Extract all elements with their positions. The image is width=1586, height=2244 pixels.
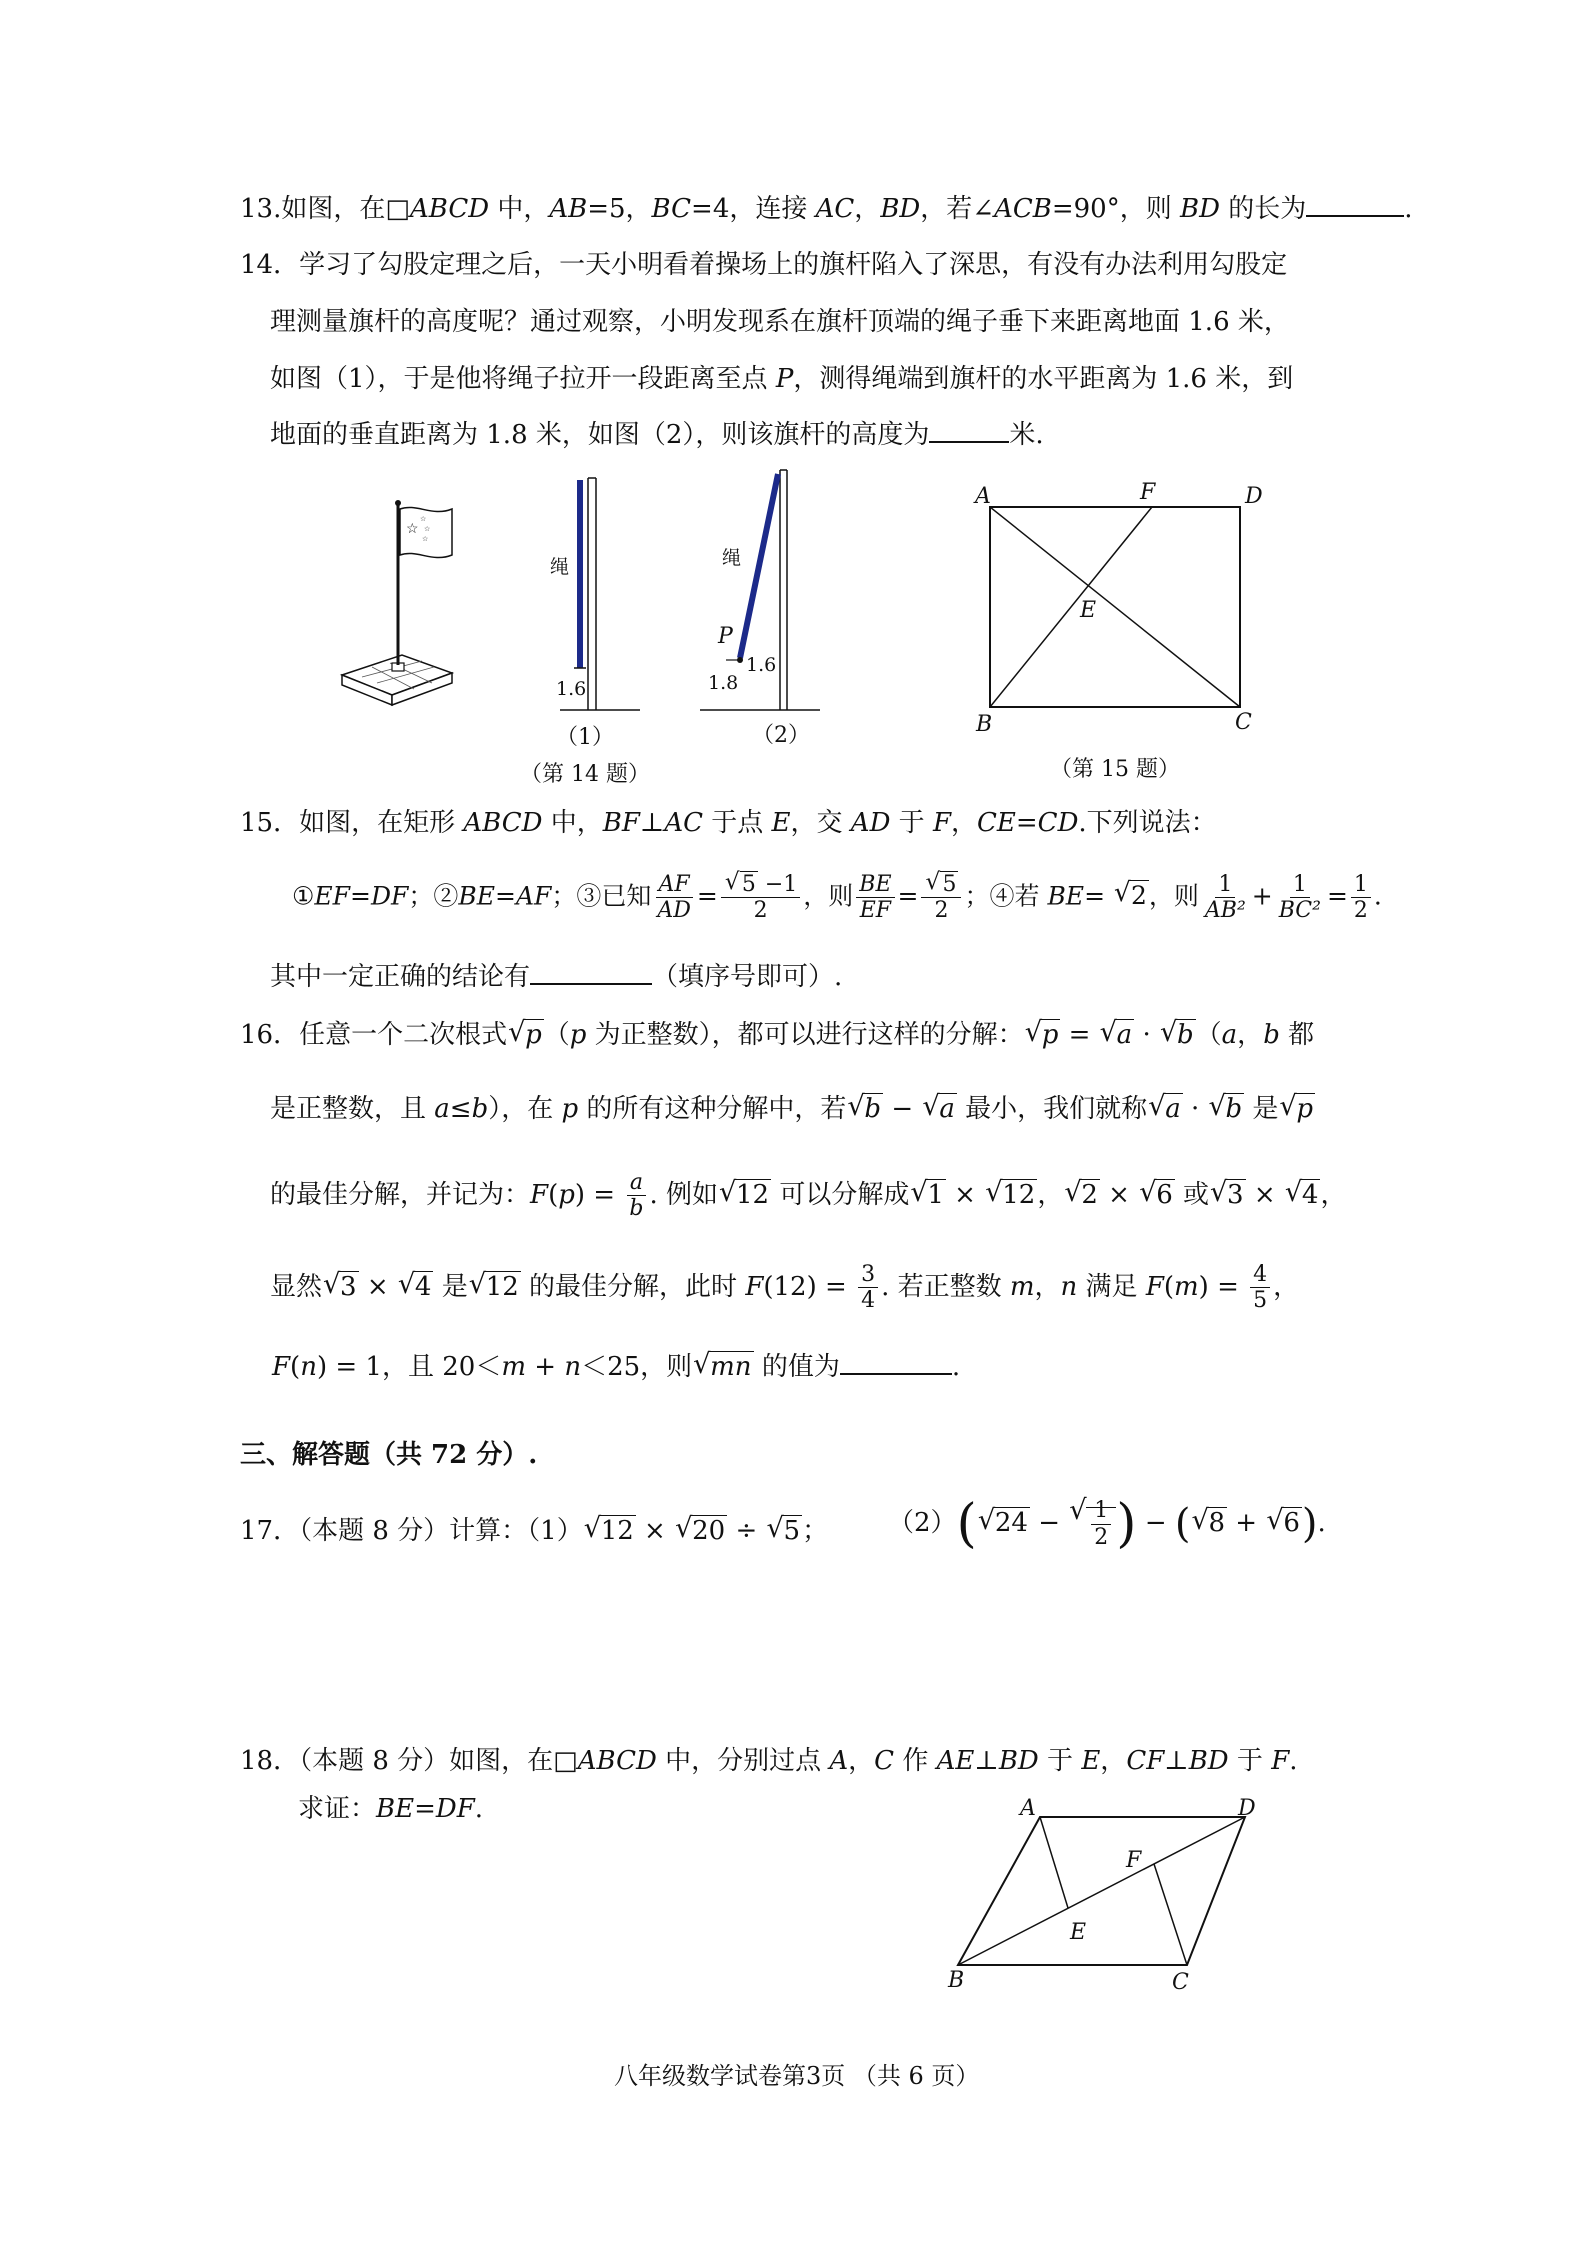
question-15-line3: 其中一定正确的结论有 （填序号即可）. xyxy=(270,962,843,992)
question-16-line3: 的最佳分解，并记为：F(p) = $\frac{a}{b}$ . 例如√ 12 可以分解成√ 1 × √ 12，√ 2 × √ 6 或√ 3 × √ 4， xyxy=(270,1170,1346,1222)
fig18-label-a: A xyxy=(1020,1796,1036,1821)
pole-diagram-1 xyxy=(560,470,640,710)
fig18-label-b: B xyxy=(948,1968,965,1993)
fig15-label-b: B xyxy=(976,712,993,737)
fig15-label-f: F xyxy=(1140,480,1156,505)
svg-text:☆: ☆ xyxy=(420,515,427,523)
question-14-line4: 地面的垂直距离为 1.8 米，如图（2），则该旗杆的高度为 米. xyxy=(270,420,1044,450)
fig15-label-d: D xyxy=(1245,484,1263,509)
figure-caption-2: （2） xyxy=(752,723,810,748)
figure-14-caption: （第 14 题） xyxy=(520,762,650,787)
fig15-label-a: A xyxy=(975,484,991,509)
figure-15-rectangle xyxy=(990,507,1250,717)
fig18-label-f: F xyxy=(1126,1848,1142,1873)
fig18-label-c: C xyxy=(1172,1970,1189,1995)
fig18-label-d: D xyxy=(1238,1796,1256,1821)
question-15-line1: 15．如图，在矩形 ABCD 中，BF⊥AC 于点 E，交 AD 于 F，CE=CD.下列说法： xyxy=(240,808,1217,838)
height-label-2: 1.8 xyxy=(708,672,739,694)
height-label-1: 1.6 xyxy=(556,678,587,700)
question-16-line4: 显然√ 3 × √ 4 是√ 12 的最佳分解，此时 F(12) = $\frac{3}{4}$ . 若正整数 m，n 满足 F(m) = $\frac{4}{5}$ ， xyxy=(270,1262,1299,1314)
question-18-line1: 18．（本题 8 分）如图，在□ABCD 中，分别过点 A，C 作 AE⊥BD 于 E，CF⊥BD 于 F. xyxy=(240,1746,1298,1776)
rope-label-1: 绳 xyxy=(550,556,570,578)
question-17-part2: （2）(√ 24 − √ $\frac{1}{2}$ ) − (√ 8 + √ 6). xyxy=(888,1498,1326,1550)
question-16-line2: 是正整数，且 a≤b），在 p 的所有这种分解中，若√ b − √ a 最小，我们就称√ a · √ b 是√ p xyxy=(270,1094,1315,1125)
fig15-label-c: C xyxy=(1235,710,1252,735)
answer-blank-13[interactable] xyxy=(1306,214,1404,217)
question-14-line2: 理测量旗杆的高度呢？通过观察，小明发现系在旗杆顶端的绳子垂下来距离地面 1.6 米， xyxy=(270,307,1290,337)
figure-18-parallelogram xyxy=(958,1812,1258,1972)
answer-blank-15[interactable] xyxy=(530,982,652,985)
answer-blank-16[interactable] xyxy=(840,1372,952,1375)
rope-label-2: 绳 xyxy=(722,547,742,569)
figure-caption-1: （1） xyxy=(556,725,614,750)
question-14-line1: 14．学习了勾股定理之后，一天小明看着操场上的旗杆陷入了深思，有没有办法利用勾股定 xyxy=(240,250,1288,280)
question-15-line2: ①EF=DF；②BE=AF；③已知 $\frac{AF}{AD}$ = √ $\frac{5 -1}{2}$ ，则 $\frac{BE}{EF}$ = √ $\frac{5}{2}$ ；④若 BE= √ 2，则 $\frac{1}{\text{AB²}}$ + $\frac{1}{\text{BC²}}$ = $\frac{1}{2}$ . xyxy=(292,872,1382,924)
svg-text:☆: ☆ xyxy=(422,535,429,543)
question-16-line5: F(n) = 1，且 20＜m + n＜25，则√ mn 的值为 . xyxy=(272,1352,960,1383)
figure-15-caption: （第 15 题） xyxy=(1050,757,1180,782)
question-18-line2: 求证：BE=DF. xyxy=(298,1794,484,1824)
section-3-heading: 三、解答题（共 72 分）. xyxy=(240,1440,538,1470)
page-footer: 八年级数学试卷第3页 （共 6 页） xyxy=(614,2062,980,2090)
question-14-line3: 如图（1），于是他将绳子拉开一段距离至点 P，测得绳端到旗杆的水平距离为 1.6 米，到 xyxy=(270,364,1294,394)
question-16-line1: 16．任意一个二次根式√ p（p 为正整数），都可以进行这样的分解：√ p = √ a · √ b（a，b 都 xyxy=(240,1020,1314,1051)
point-p-label: P xyxy=(718,624,733,649)
distance-label-2: 1.6 xyxy=(746,654,777,676)
question-13: 13.如图，在□ABCD 中，AB=5，BC=4，连接 AC，BD，若∠ACB=90°，则 BD 的长为 . xyxy=(240,194,1413,224)
fig15-label-e: E xyxy=(1080,598,1097,623)
answer-blank-14[interactable] xyxy=(929,440,1009,443)
flag-illustration xyxy=(342,495,462,715)
svg-text:☆: ☆ xyxy=(406,521,419,537)
svg-text:☆: ☆ xyxy=(424,525,431,533)
fig18-label-e: E xyxy=(1070,1920,1087,1945)
question-17: 17．（本题 8 分）计算：（1）√ 12 × √ 20 ÷ √ 5； xyxy=(240,1516,828,1547)
